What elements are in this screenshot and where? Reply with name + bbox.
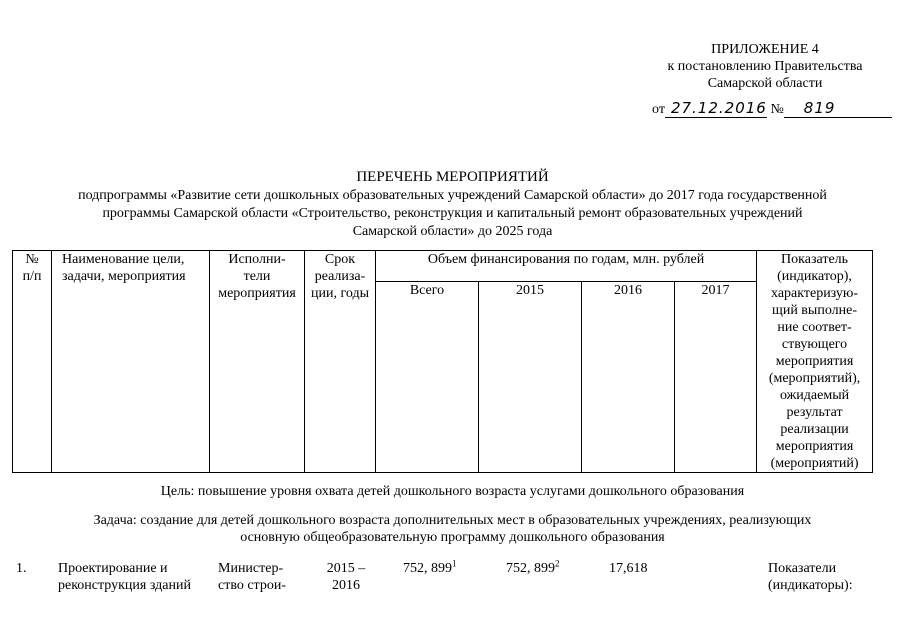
goal-text: Цель: повышение уровня охвата детей дошкольного возраста услугами дошкольного образования xyxy=(160,484,745,499)
footnote-2: 2 xyxy=(555,558,560,569)
col-2015-header: 2015 xyxy=(479,282,582,473)
appendix-line-3: Самарской области xyxy=(707,76,823,91)
col-indicator-header: Показатель (индикатор), характеризую- щий выполне- ние соответ- ствующего мероприятия (мероприятий), ожидаемый результат реализации мероприятия (мероприятий) xyxy=(757,251,873,473)
heading-line-3: Самарской области» до 2025 года xyxy=(352,224,553,239)
heading-line-2: программы Самарской области «Строительство, реконструкция и капитальный ремонт образовательных учреждений xyxy=(102,206,803,221)
appendix-block xyxy=(640,41,890,92)
decree-date-number xyxy=(652,100,882,120)
measures-table-header xyxy=(12,250,873,473)
row-1-2015: 752, $899^2$ xyxy=(506,558,560,576)
document-title: ПЕРЕЧЕНЬ МЕРОПРИЯТИЙ xyxy=(356,169,549,185)
row-1-total: 752, $899^1$ xyxy=(403,558,457,576)
row-1-number: 1. xyxy=(16,561,27,576)
row-1-indicator: Показатели (индикаторы): xyxy=(768,561,853,593)
footnote-1: 1 xyxy=(452,558,457,569)
appendix-line-2: к постановлению Правительства xyxy=(667,59,863,74)
col-2016-header: 2016 xyxy=(582,282,675,473)
document-heading xyxy=(0,169,905,241)
task-line-1: Задача: создание для детей дошкольного возраста дополнительных мест в образовательных учреждениях, реализующих xyxy=(93,513,812,528)
col-term-header: Срок реализа- ции, годы xyxy=(305,251,376,473)
col-name-header: Наименование цели, задачи, мероприятия xyxy=(52,251,210,473)
heading-line-1: подпрограммы «Развитие сети дошкольных образовательных учреждений Самарской области» до 2017 года государственной xyxy=(78,188,827,203)
task-text xyxy=(0,512,905,546)
col-number-header: № п/п xyxy=(13,251,52,473)
row-1-term: 2015 – 2016 xyxy=(326,561,366,593)
row-1-2016: 17,618 xyxy=(609,561,648,576)
handwritten-date: 27.12.2016 xyxy=(665,100,767,118)
col-executor-header: Исполни- тели мероприятия xyxy=(210,251,305,473)
appendix-title: ПРИЛОЖЕНИЕ 4 xyxy=(711,42,819,57)
row-1-executor: Министер- ство строи- xyxy=(218,561,287,593)
task-line-2: основную общеобразовательную программу дошкольного образования xyxy=(240,530,665,545)
handwritten-number: 819 xyxy=(784,100,892,118)
number-label: № xyxy=(770,102,784,117)
col-finance-header: Объем финансирования по годам, млн. рублей xyxy=(376,251,757,282)
col-total-header: Всего xyxy=(376,282,479,473)
col-2017-header: 2017 xyxy=(675,282,757,473)
from-label: от xyxy=(652,102,665,117)
row-1-name: Проектирование и реконструкция зданий xyxy=(58,561,191,593)
